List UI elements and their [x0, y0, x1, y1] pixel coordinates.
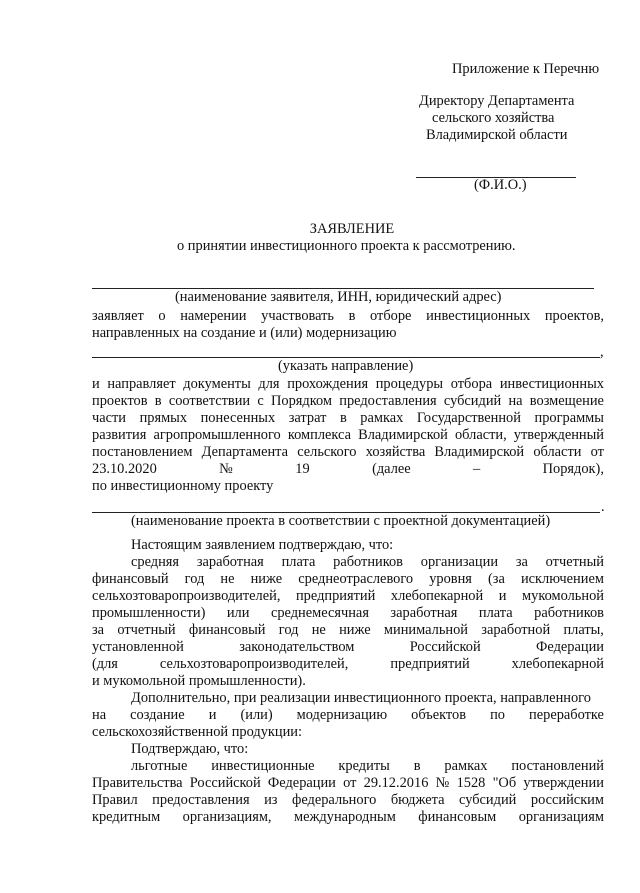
word: сельхозтоваропроизводителей, — [159, 656, 349, 672]
word: (за — [487, 571, 505, 587]
word: предоставления — [339, 393, 437, 409]
word: мукомольной — [522, 588, 604, 604]
word: (или) — [240, 707, 273, 723]
body-text-line — [92, 393, 604, 410]
word: заработная — [390, 605, 458, 621]
word: среднеотраслевого — [298, 571, 414, 587]
document-title: ЗАЯВЛЕНИЕ — [309, 221, 395, 237]
word: кредитным — [92, 809, 161, 825]
word: документы — [183, 376, 251, 392]
word: (для — [92, 656, 118, 672]
word: – — [473, 461, 481, 477]
word: сельхозтоваропроизводителей, — [92, 588, 281, 604]
word: ниже — [250, 571, 283, 587]
word: Государственной — [416, 410, 521, 426]
word: утвержденный — [513, 427, 604, 443]
word: намерении — [180, 308, 247, 324]
word: развития — [92, 427, 147, 443]
word: от — [590, 444, 604, 460]
word: программы — [534, 410, 604, 426]
appendix-note: Приложение к Перечню — [452, 61, 600, 77]
word: предприятий — [295, 588, 376, 604]
word: хлебопекарной — [511, 656, 604, 672]
body-text-line — [92, 410, 604, 427]
word: год — [184, 571, 205, 587]
applicant-caption: (наименование заявителя, ИНН, юридический адрес) — [175, 289, 502, 305]
word: плата — [478, 605, 513, 621]
word: с — [257, 393, 264, 409]
word: в — [154, 393, 162, 409]
addressee-line: Директору Департамента — [419, 93, 575, 109]
word: соответствии — [168, 393, 251, 409]
body-text-line — [92, 588, 604, 605]
word: заработной — [481, 622, 551, 638]
word: не — [311, 622, 326, 638]
word: комплекса — [287, 427, 352, 443]
word: работников — [333, 554, 403, 570]
word: установленной — [92, 639, 184, 655]
word: финансовым — [418, 809, 497, 825]
word: за — [515, 554, 528, 570]
word: процедуры — [375, 376, 444, 392]
body-text-line — [92, 656, 604, 673]
body-text-line — [92, 461, 604, 478]
word: отбора — [450, 376, 493, 392]
word: российским — [530, 792, 604, 808]
word: 19 — [295, 461, 310, 477]
word: области, — [454, 427, 507, 443]
word: субсидий — [459, 792, 517, 808]
word: хозяйства — [365, 444, 426, 460]
direction-comma: , — [600, 344, 604, 360]
body-text-line — [92, 427, 604, 444]
word: инвестиционных — [499, 376, 604, 392]
word: направляет — [107, 376, 176, 392]
word: по — [490, 707, 505, 723]
body-text-line — [92, 622, 604, 639]
word: в — [339, 410, 347, 426]
word: на — [508, 393, 523, 409]
word: федерального — [292, 792, 377, 808]
word: на — [92, 707, 107, 723]
body-text-line — [92, 376, 604, 393]
word: предоставления — [152, 792, 250, 808]
word: организациям, — [182, 809, 272, 825]
word: предприятий — [390, 656, 470, 672]
word: затрат — [288, 410, 327, 426]
word: средняя — [131, 554, 180, 570]
direction-caption: (указать направление) — [278, 358, 414, 374]
word: агропромышленного — [153, 427, 281, 443]
addressee-line: Владимирской области — [426, 127, 568, 143]
word: Федерации — [267, 775, 336, 791]
word: отборе — [370, 308, 412, 324]
word: о — [158, 308, 166, 324]
word: постановлений — [511, 758, 604, 774]
word: год — [278, 622, 299, 638]
word: 1528 — [456, 775, 486, 791]
word: рамках — [360, 410, 404, 426]
word: постановлением — [92, 444, 193, 460]
word: или — [226, 605, 250, 621]
body-text-line — [92, 707, 604, 724]
word: Правительства — [92, 775, 183, 791]
word: и — [92, 376, 100, 392]
word: "Об — [492, 775, 517, 791]
word: части — [92, 410, 127, 426]
word: от — [343, 775, 357, 791]
word: Порядок), — [542, 461, 604, 477]
word: утверждении — [523, 775, 604, 791]
word: заработная — [196, 554, 264, 570]
word: создание — [130, 707, 185, 723]
word: Правил — [92, 792, 138, 808]
word: из — [264, 792, 278, 808]
word: возмещение — [529, 393, 604, 409]
document-subtitle: о принятии инвестиционного проекта к рассмотрению. — [177, 238, 516, 254]
word: Порядком — [271, 393, 333, 409]
word: Владимирской — [358, 427, 448, 443]
body-text-line — [92, 792, 604, 809]
word: Российской — [409, 639, 481, 655]
word: прямых — [139, 410, 188, 426]
word: проектов, — [544, 308, 604, 324]
confirm2-intro: Подтверждаю, что: — [131, 741, 249, 757]
body-text-line: по инвестиционному проекту — [92, 478, 274, 494]
word: области — [533, 444, 582, 460]
word: прохождения — [287, 376, 369, 392]
body-text-line — [92, 571, 604, 588]
word: уровня — [429, 571, 472, 587]
word: за — [92, 622, 105, 638]
word: переработке — [529, 707, 604, 723]
word: для — [258, 376, 280, 392]
word: участвовать — [261, 308, 334, 324]
word: инвестиционные — [211, 758, 315, 774]
word: № — [219, 461, 233, 477]
word: организациям — [518, 809, 604, 825]
word: не — [220, 571, 235, 587]
applicant-text-line — [92, 308, 604, 325]
word: ниже — [339, 622, 371, 638]
word: Департамента — [201, 444, 289, 460]
word: понесенных — [200, 410, 276, 426]
word: Владимирской — [434, 444, 525, 460]
word: кредиты — [338, 758, 390, 774]
word: инвестиционных — [426, 308, 531, 324]
project-dot: . — [601, 499, 605, 515]
body-text-line: Дополнительно, при реализации инвестиционного проекта, направленного — [131, 690, 591, 706]
word: среднемесячная — [270, 605, 369, 621]
body-text-line — [92, 639, 604, 656]
body-text-line — [92, 809, 604, 826]
applicant-text-line: направленных на создание и (или) модернизацию — [92, 325, 397, 341]
word: модернизацию — [296, 707, 388, 723]
word: и — [498, 588, 507, 604]
body-text-line — [92, 605, 604, 622]
word: финансовый — [92, 571, 169, 587]
project-caption: (наименование проекта в соответствии с проектной документацией) — [131, 513, 551, 529]
word: плата — [281, 554, 316, 570]
word: отчетный — [545, 554, 604, 570]
word: сельского — [297, 444, 357, 460]
word: Российской — [189, 775, 261, 791]
fio-caption: (Ф.И.О.) — [474, 177, 527, 193]
word: Федерации — [536, 639, 604, 655]
word: минимальной — [383, 622, 468, 638]
word: промышленности) — [92, 605, 206, 621]
body-text-line — [92, 444, 604, 461]
body-text-line — [92, 775, 604, 792]
word: бюджета — [390, 792, 445, 808]
word: в — [348, 308, 356, 324]
body-text-line: и мукомольной промышленности). — [92, 673, 306, 689]
word: отчетный — [117, 622, 176, 638]
word: объектов — [411, 707, 467, 723]
body-text-line — [131, 554, 604, 571]
body-text-line — [131, 758, 604, 775]
word: организации — [420, 554, 499, 570]
word: и — [208, 707, 217, 723]
body-text-line: сельскохозяйственной продукции: — [92, 724, 302, 740]
word: № — [435, 775, 450, 791]
word: субсидий — [443, 393, 502, 409]
word: работников — [534, 605, 604, 621]
word: рамках — [444, 758, 488, 774]
word: хлебопекарной — [390, 588, 484, 604]
word: проектов — [92, 393, 148, 409]
confirm-intro: Настоящим заявлением подтверждаю, что: — [131, 537, 394, 553]
word: международным — [293, 809, 396, 825]
word: законодательством — [239, 639, 355, 655]
word: 23.10.2020 — [92, 461, 157, 477]
word: платы, — [563, 622, 604, 638]
word: 29.12.2016 — [363, 775, 429, 791]
addressee-line: сельского хозяйства — [432, 110, 555, 126]
word: льготные — [131, 758, 188, 774]
word: заявляет — [92, 308, 144, 324]
word: исключением — [520, 571, 604, 587]
word: (далее — [372, 461, 411, 477]
word: в — [413, 758, 421, 774]
word: финансовый — [188, 622, 266, 638]
